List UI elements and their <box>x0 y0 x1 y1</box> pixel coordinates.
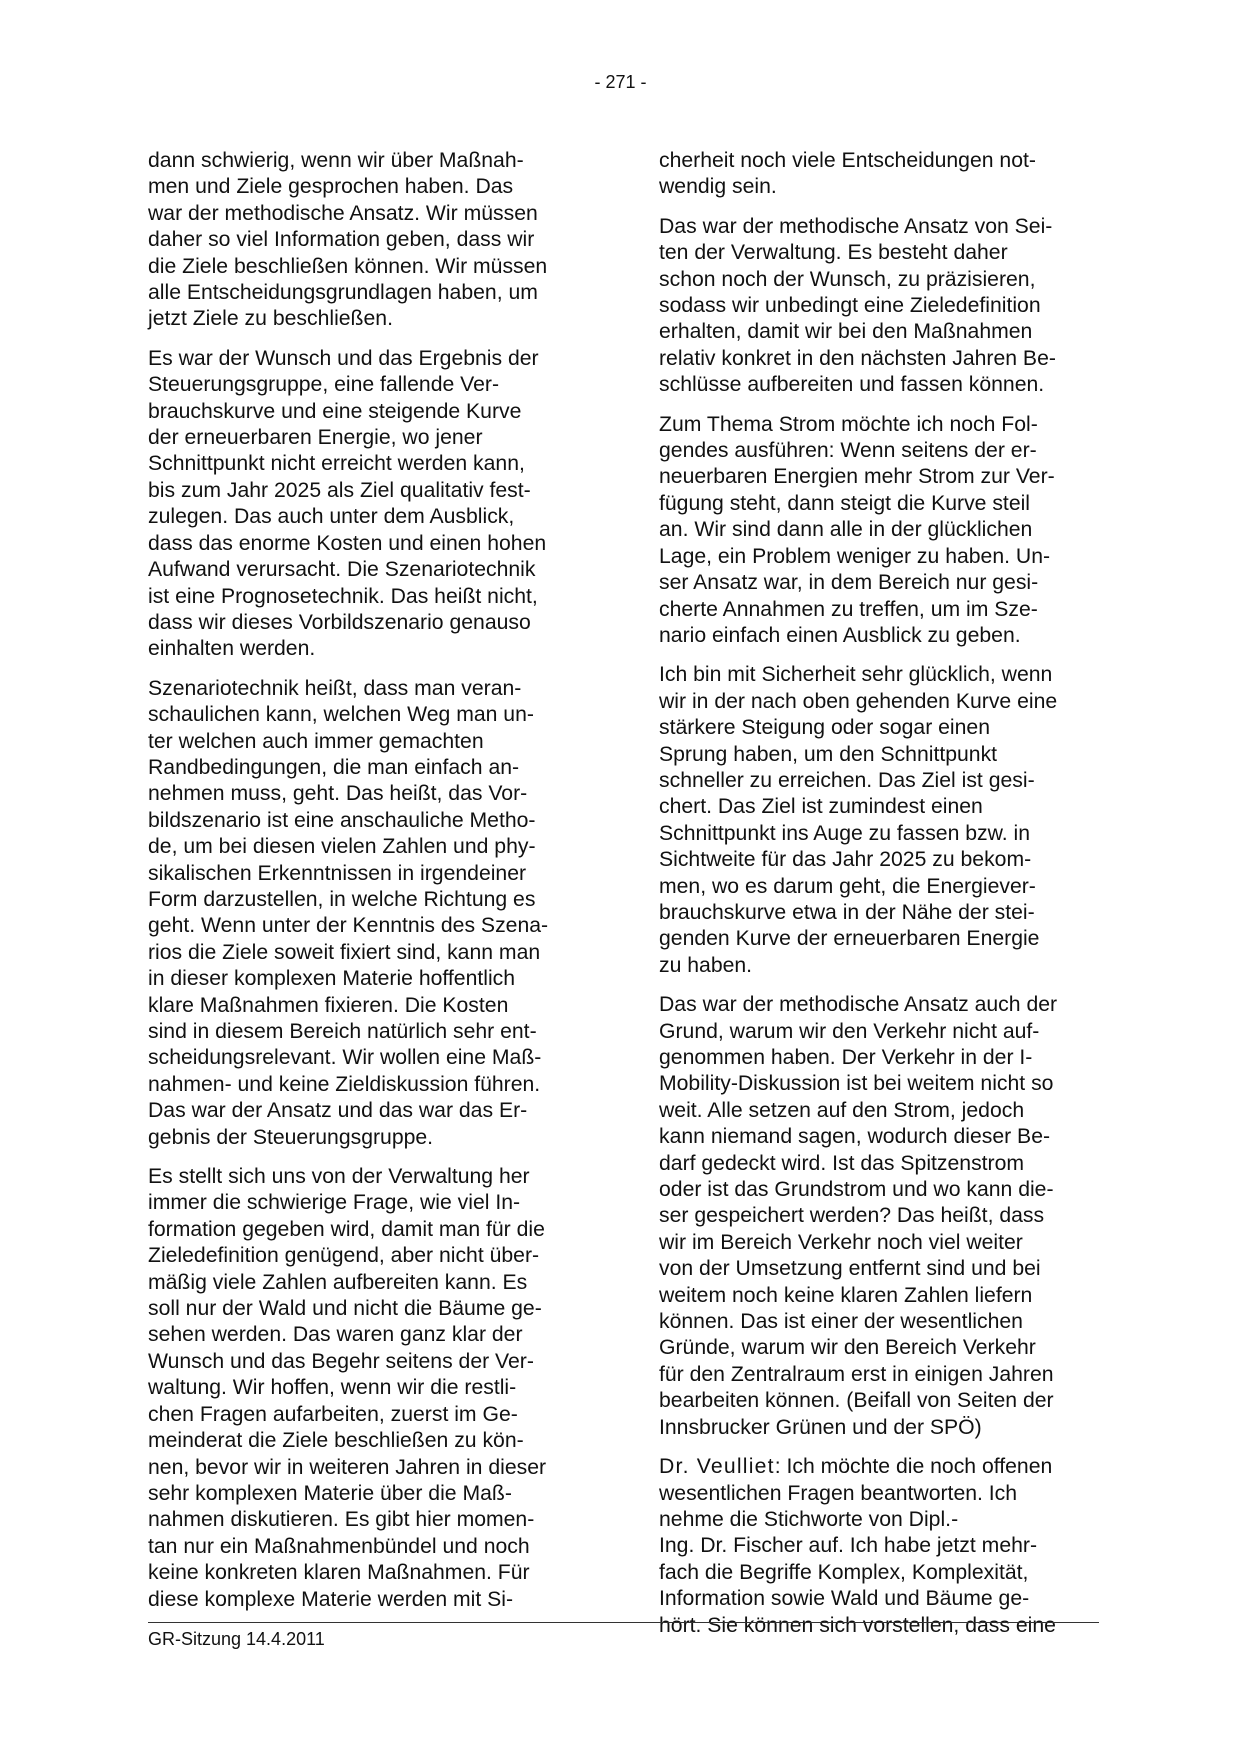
paragraph: Das war der methodische Ansatz auch der Grund, warum wir den Verkehr nicht auf- genommen haben. Der Verkehr in der I- Mobility-Diskussion ist bei weitem nicht so weit. Alle setzen auf den Strom, jedoch kann niemand sagen, wodurch dieser Be- darf gedeckt wird. Ist das Spitzenstrom oder ist das Grundstrom und wo kann die- ser gespeichert werden? Das heißt, dass wir im Bereich Verkehr noch viel weiter von der Umsetzung entfernt sind und bei weitem noch keine klaren Zahlen liefern können. Das ist einer der wesentlichen Gründe, warum wir den Bereich Verkehr für den Zentralraum erst in einigen Jahren bearbeiten können. (Beifall von Seiten der Innsbrucker Grünen und der SPÖ) <box>659 993 1058 1439</box>
paragraph: Ich bin mit Sicherheit sehr glücklich, wenn wir in der nach oben gehenden Kurve eine stärkere Steigung oder sogar einen Sprung haben, um den Schnittpunkt schneller zu erreichen. Das Ziel ist gesi- chert. Das Ziel ist zumindest einen Schnittpunkt ins Auge zu fassen bzw. in Sichtweite für das Jahr 2025 zu bekom- men, wo es darum geht, die Energiever- brauchskurve etwa in der Nähe der stei- genden Kurve der erneuerbaren Energie zu haben. <box>659 663 1058 977</box>
paragraph: Szenariotechnik heißt, dass man veran- schaulichen kann, welchen Weg man un- ter welchen auch immer gemachten Randbedingungen, die man einfach an- nehmen muss, geht. Das heißt, das Vor- bildszenario ist eine anschauliche Metho- de, um bei diesen vielen Zahlen und phy- sikalischen Erkenntnissen in irgendeiner Form darzustellen, in welche Richtung es geht. Wenn unter der Kenntnis des Szena- rios die Ziele soweit fixiert sind, kann man in dieser komplexen Materie hoffentlich klare Maßnahmen fixieren. Die Kosten sind in diesem Bereich natürlich sehr ent- scheidungsrelevant. Wir wollen eine Maß- nahmen- und keine Zieldiskussion führen. Das war der Ansatz und das war das Er- gebnis der Steuerungsgruppe. <box>148 676 549 1149</box>
footer-divider <box>148 1622 1099 1623</box>
left-column <box>148 148 578 1626</box>
paragraph: dann schwierig, wenn wir über Maßnah- men und Ziele gesprochen haben. Das war der methodische Ansatz. Wir müssen daher so viel Information geben, dass wir die Ziele beschließen können. Wir müssen alle Entscheidungsgrundlagen haben, um jetzt Ziele zu beschließen. <box>148 149 548 331</box>
paragraph: Es war der Wunsch und das Ergebnis der Steuerungsgruppe, eine fallende Ver- brauchskurve und eine steigende Kurve der erneuerbaren Energie, wo jener Schnittpunkt nicht erreicht werden kann, bis zum Jahr 2025 als Ziel qualitativ fest- zulegen. Das auch unter dem Ausblick, dass das enorme Kosten und einen hohen Aufwand verursacht. Die Szenariotechnik ist eine Prognosetechnik. Das heißt nicht, dass wir dieses Vorbildszenario genauso einhalten werden. <box>148 346 547 661</box>
speech-paragraph <box>659 1454 1089 1639</box>
page-number: - 271 - <box>594 72 647 92</box>
speech-text: : Ich möchte die noch offenen wesentlichen Fragen beantworten. Ich nehme die Stichworte von Dipl.- Ing. Dr. Fischer auf. Ich habe jetzt mehr- fach die Begriffe Komplex, Komplexität, Information sowie Wald und Bäume ge- hört. Sie können sich vorstellen, dass eine <box>659 1455 1056 1637</box>
paragraph: Es stellt sich uns von der Verwaltung her immer die schwierige Frage, wie viel In- formation gegeben wird, damit man für die Zieledefinition genügend, aber nicht über- mäßig viele Zahlen aufbereiten kann. Es soll nur der Wald und nicht die Bäume ge- sehen werden. Das waren ganz klar der Wunsch und das Begehr seitens der Ver- waltung. Wir hoffen, wenn wir die restli- chen Fragen aufarbeiten, zuerst im Ge- meinderat die Ziele beschließen zu kön- nen, bevor wir in weiteren Jahren in dieser sehr komplexen Materie über die Maß- nahmen diskutieren. Es gibt hier momen- tan nur ein Maßnahmenbündel und noch keine konkreten klaren Maßnahmen. Für diese komplexe Materie werden mit Si- <box>148 1165 547 1611</box>
paragraph: cherheit noch viele Entscheidungen not- wendig sein. <box>659 149 1036 199</box>
paragraph: Zum Thema Strom möchte ich noch Fol- gendes ausführen: Wenn seitens der er- neuerbaren Energien mehr Strom zur Ver- fügung steht, dann steigt die Kurve steil an. Wir sind dann alle in der glücklichen Lage, ein Problem weniger zu haben. Un- ser Ansatz war, in dem Bereich nur gesi- cherte Annahmen zu treffen, um im Sze- nario einfach einen Ausblick zu geben. <box>659 412 1055 647</box>
speaker-name: Dr. Veulliet <box>659 1455 775 1479</box>
footer-session-label: GR-Sitzung 14.4.2011 <box>148 1629 325 1649</box>
paragraph: Das war der methodische Ansatz von Sei- ten der Verwaltung. Es besteht daher schon noch der Wunsch, zu präzisieren, sodass wir unbedingt eine Zieledefinition erhalten, damit wir bei den Maßnahmen relativ konkret in den nächsten Jahren Be- schlüsse aufbereiten und fassen können. <box>659 214 1056 397</box>
right-column <box>659 148 1089 1652</box>
